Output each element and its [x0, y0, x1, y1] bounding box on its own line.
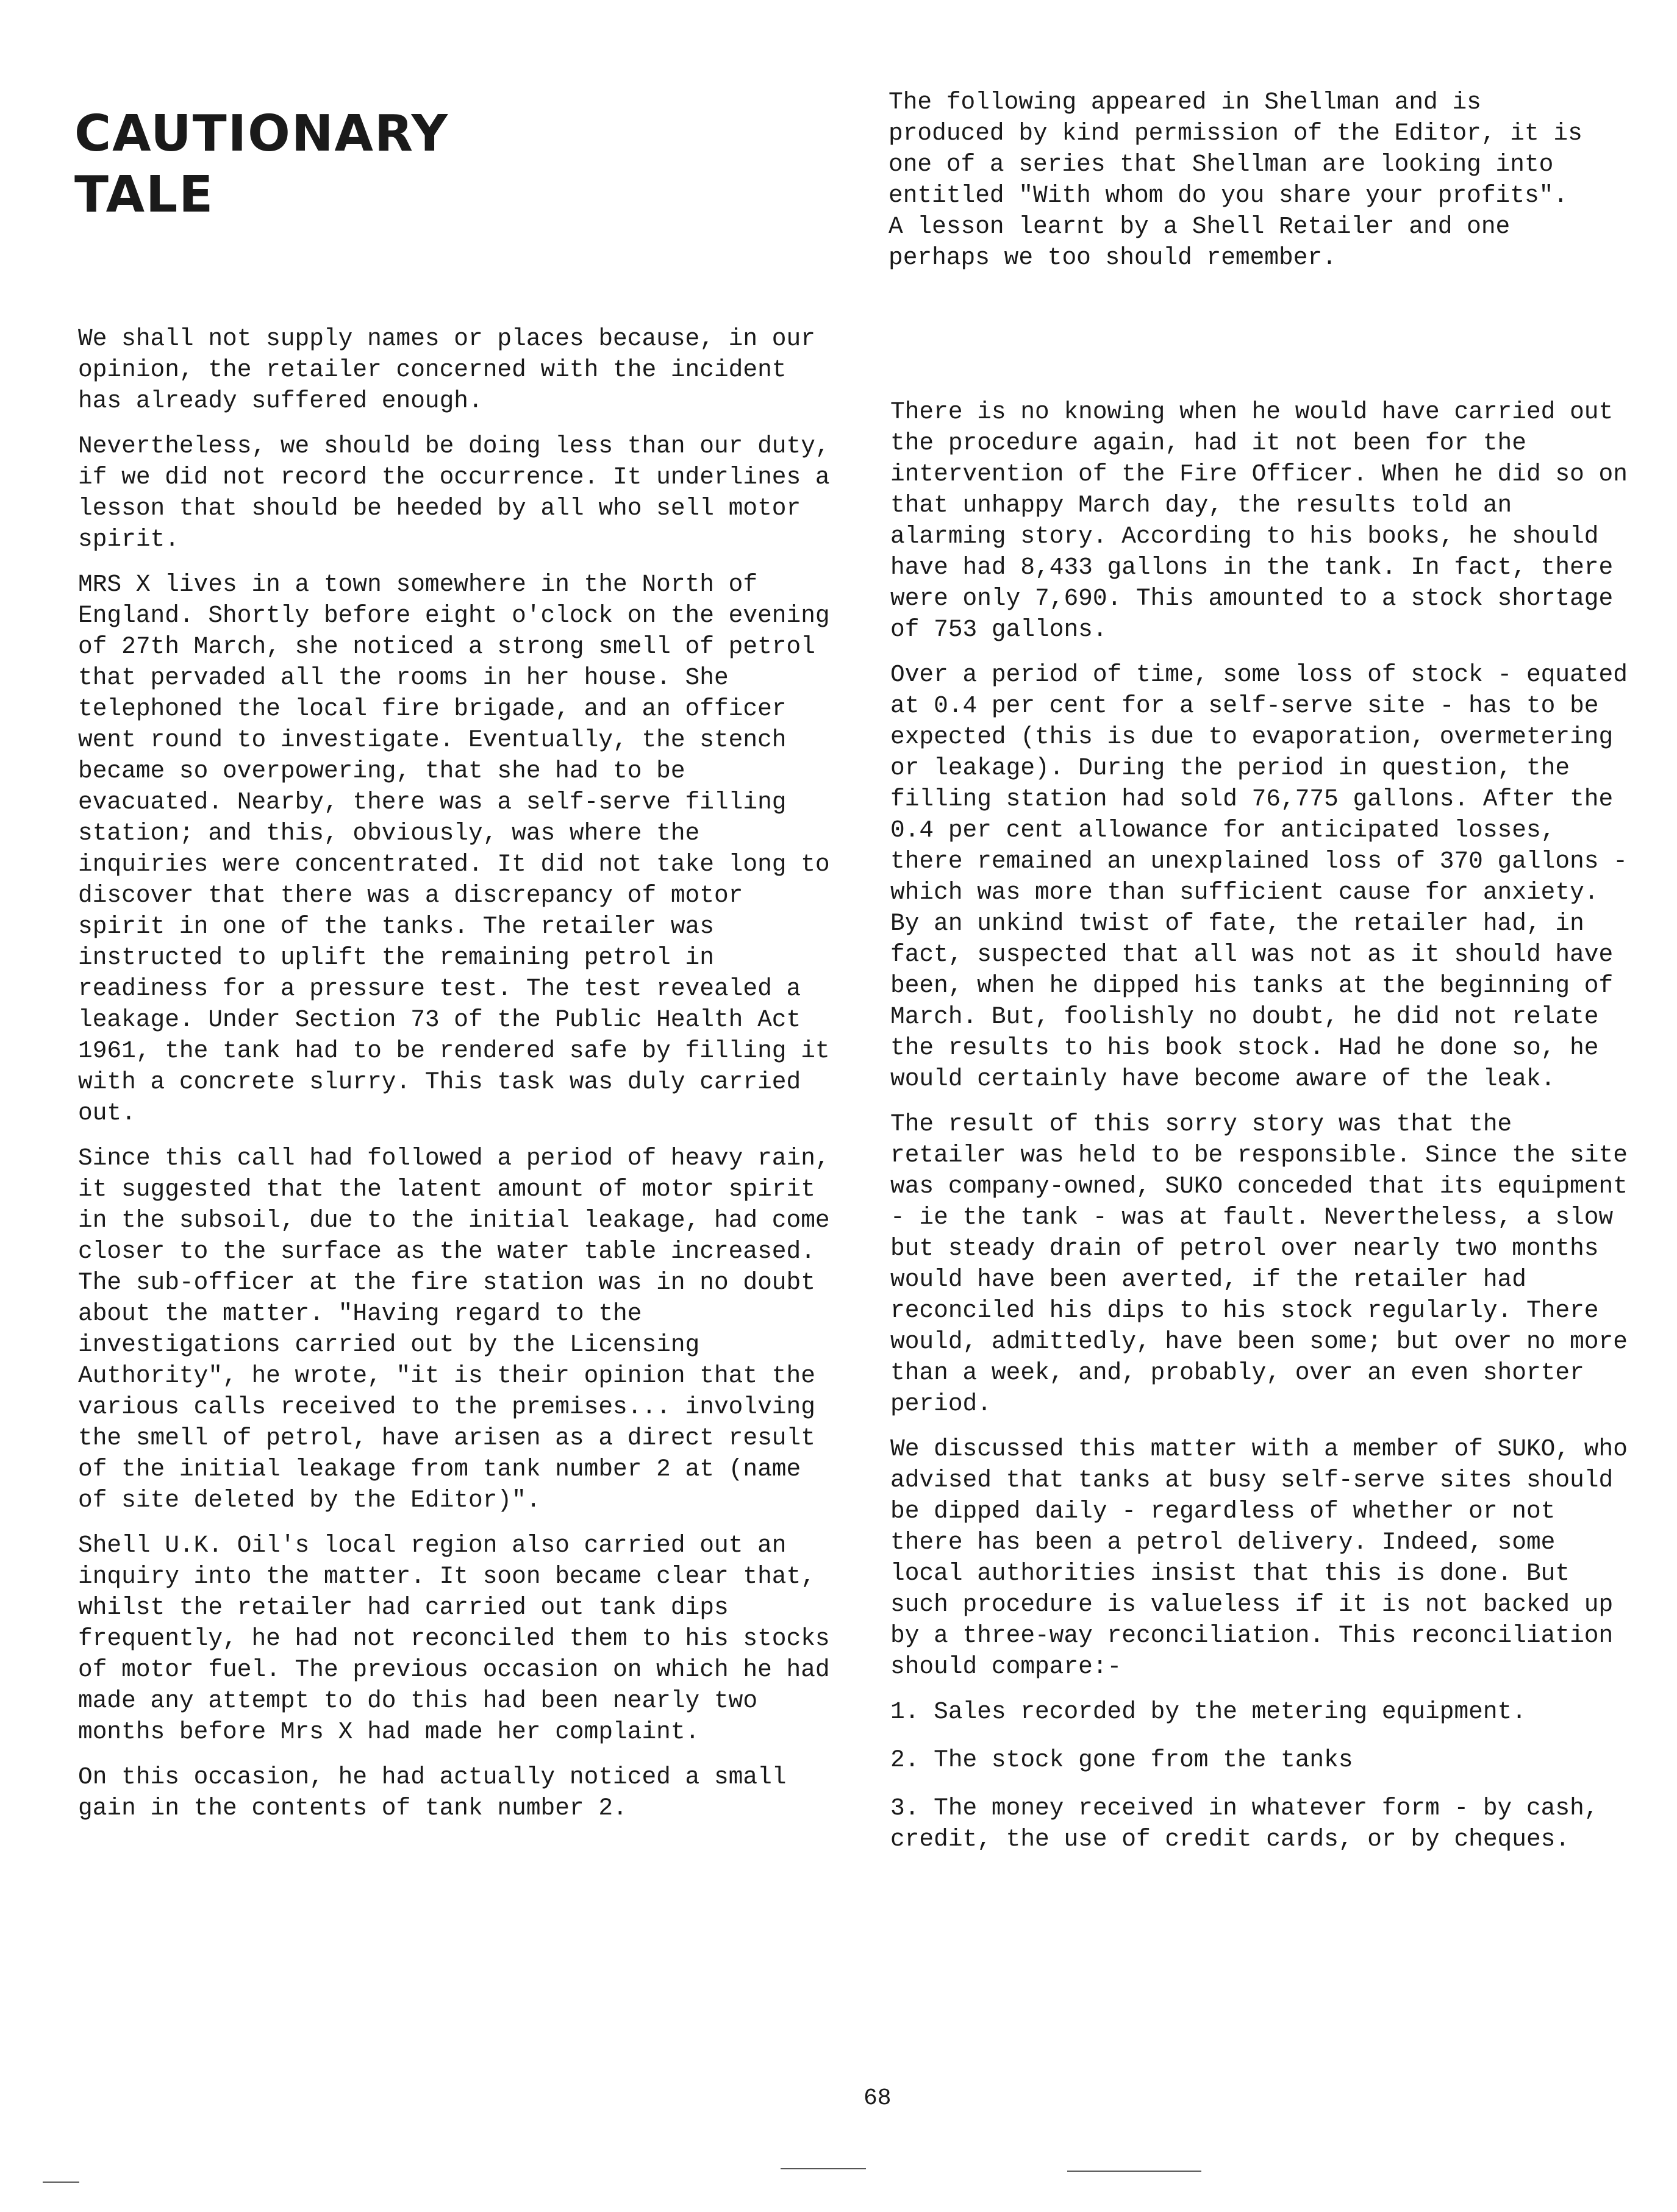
paragraph: Since this call had followed a period of heavy rain, it suggested that the latent amount of motor spirit in the subsoil, due to the initial leakage, had come closer to the surface as the water table increased. The sub-officer at the fire station was in no doubt about the matter. "Having regard to the investigations carried out by the Licensing Authority", he wrote, "it is their opinion that the various calls received to the premises... involving the smell of petrol, have arisen as a direct result of the initial leakage from tank number 2 at (name of site deleted by the Editor)".: [78, 1144, 830, 1514]
page-number: 68: [864, 2085, 892, 2111]
list-item: 2. The stock gone from the tanks: [890, 1746, 1353, 1774]
footer-rule-right: [1067, 2171, 1201, 2172]
paragraph: MRS X lives in a town somewhere in the North of England. Shortly before eight o'clock on the evening of 27th March, she noticed a strong smell of petrol that pervaded all the rooms in her house. She telephoned the local fire brigade, and an officer went round to investigate. Eventually, the stench became so overpowering, that she had to be evacuated. Nearby, there was a self-serve filling station; and this, obviously, was where the inquiries were concentrated. It did not take long to discover that there was a discrepancy of motor spirit in one of the tanks. The retailer was instructed to uplift the remaining petrol in readiness for a pressure test. The test revealed a leakage. Under Section 73 of the Public Health Act 1961, the tank had to be rendered safe by filling it with a concrete slurry. This task was duly carried out.: [78, 571, 830, 1127]
reconciliation-list: [890, 1696, 1640, 1855]
paragraph: The result of this sorry story was that the retailer was held to be responsible. Since the site was company-owned, SUKO conceded that its equipment - ie the tank - was at fault. Nevertheless, a slow but steady drain of petrol over nearly two months would have been averted, if the retailer had reconciled his dips to his stock regularly. There would, admittedly, have been some; but over no more than a week, and, probably, over an even shorter period.: [890, 1110, 1628, 1418]
footer-rule-left: [43, 2182, 79, 2183]
paragraph: We shall not supply names or places because, in our opinion, the retailer concerned with the incident has already suffered enough.: [78, 325, 815, 415]
intro-paragraph: The following appeared in Shellman and is produced by kind permission of the Editor, it is one of a series that Shellman are looking into entitled "With whom do you share your profits". A lesson learnt by a Shell Retailer and one perhaps we too should remember.: [889, 88, 1582, 271]
paragraph: We discussed this matter with a member of SUKO, who advised that tanks at busy self-serve sites should be dipped daily - regardless of whether or not there has been a petrol delivery. Indeed, some local authorities insist that this is done. But such procedure is valueless if it is not backed up by a three-way reconciliation. This reconciliation should compare:-: [890, 1435, 1628, 1680]
right-column: [890, 396, 1640, 1872]
list-item: 1. Sales recorded by the metering equipment.: [890, 1698, 1526, 1725]
left-column: [78, 323, 840, 1838]
paragraph: Nevertheless, we should be doing less than our duty, if we did not record the occurrence. It underlines a lesson that should be heeded by all who sell motor spirit.: [78, 432, 830, 553]
paragraph: Over a period of time, some loss of stock - equated at 0.4 per cent for a self-serve site - has to be expected (this is due to evaporation, overmetering or leakage). During the period in question, the filling station had sold 76,775 gallons. After the 0.4 per cent allowance for anticipated losses, there remained an unexplained loss of 370 gallons - which was more than sufficient cause for anxiety. By an unkind twist of fate, the retailer had, in fact, suspected that all was not as it should have been, when he dipped his tanks at the beginning of March. But, foolishly no doubt, he did not relate the results to his book stock. Had he done so, he would certainly have become aware of the leak.: [890, 661, 1628, 1093]
article-title: [74, 104, 501, 226]
title-line-2: TALE: [74, 166, 215, 224]
list-item: 3. The money received in whatever form - by cash, credit, the use of credit cards, or by cheques.: [890, 1794, 1599, 1853]
paragraph: There is no knowing when he would have carried out the procedure again, had it not been for the intervention of the Fire Officer. When he did so on that unhappy March day, the results told an alarming story. According to his books, he should have had 8,433 gallons in the tank. In fact, there were only 7,690. This amounted to a stock shortage of 753 gallons.: [890, 398, 1628, 643]
footer-rule-center: [781, 2168, 866, 2169]
paragraph: On this occasion, he had actually noticed a small gain in the contents of tank number 2.: [78, 1763, 787, 1822]
title-line-1: CAUTIONARY: [74, 105, 449, 163]
paragraph: Shell U.K. Oil's local region also carried out an inquiry into the matter. It soon became clear that, whilst the retailer had carried out tank dips frequently, he had not reconciled them to his stocks of motor fuel. The previous occasion on which he had made any attempt to do this had been nearly two months before Mrs X had made her complaint.: [78, 1532, 830, 1746]
